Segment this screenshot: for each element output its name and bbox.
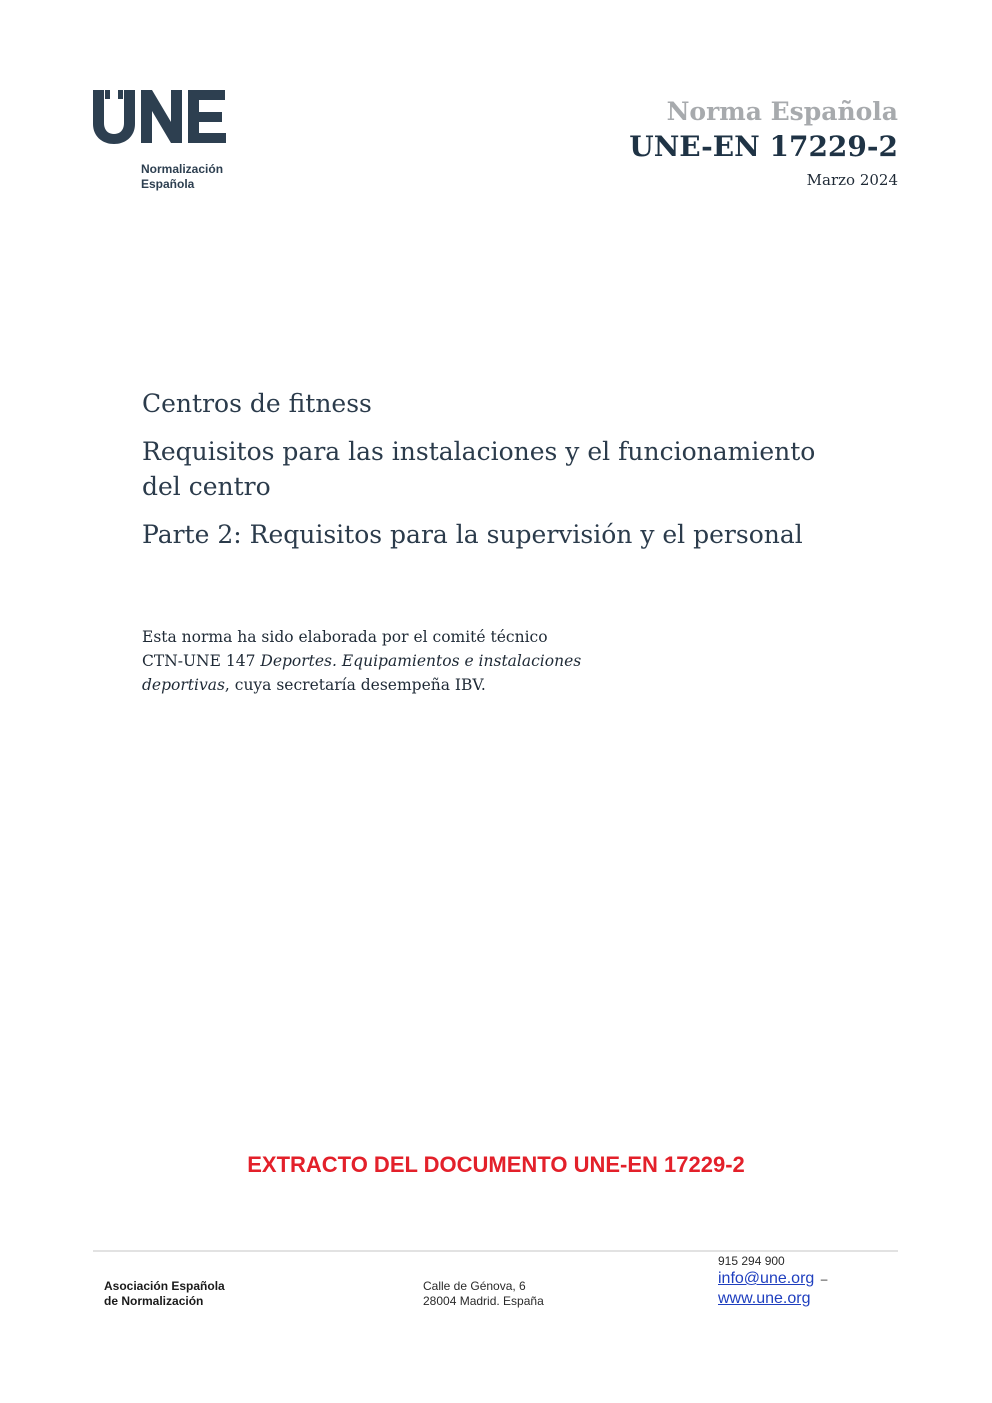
footer-email-link[interactable]: info@une.org [718,1270,815,1287]
footer-separator: – [820,1272,828,1286]
footer-phone: 915 294 900 [718,1254,785,1268]
committee-name: Deportes. Equipamientos e instalaciones deportivas [142,652,582,694]
une-logo-mark [93,90,227,144]
title-main: Centros de fitness [142,389,372,418]
footer-address-line1: Calle de Génova, 6 [423,1279,526,1293]
footer-address [423,1279,544,1309]
committee-statement [142,625,622,697]
standard-header [629,96,898,190]
footer-organization [104,1279,225,1309]
title-part: Parte 2: Requisitos para la supervisión y el personal [142,520,803,549]
logo-subtitle [141,162,223,192]
une-logo [93,90,253,191]
committee-intro: Esta norma ha sido elaborada por el comité técnico [142,628,548,646]
logo-subtitle-line2: Española [141,177,195,191]
standard-code: UNE-EN 17229-2 [629,130,898,163]
footer-org-line2: de Normalización [104,1294,204,1308]
footer-contact [718,1253,827,1309]
standard-label: Norma Española [666,97,898,126]
standard-date: Marzo 2024 [806,171,898,189]
extract-notice: EXTRACTO DEL DOCUMENTO UNE-EN 17229-2 [247,1152,745,1177]
document-titles [142,386,842,565]
committee-code: CTN-UNE 147 [142,652,256,670]
committee-outro: , cuya secretaría desempeña IBV. [224,676,486,694]
title-sub: Requisitos para las instalaciones y el funcionamiento del centro [142,437,816,501]
footer-website-link[interactable]: www.une.org [718,1290,811,1307]
footer-address-line2: 28004 Madrid. España [423,1294,544,1308]
footer-org-line1: Asociación Española [104,1279,225,1293]
logo-subtitle-line1: Normalización [141,162,224,176]
footer-divider [93,1250,898,1252]
